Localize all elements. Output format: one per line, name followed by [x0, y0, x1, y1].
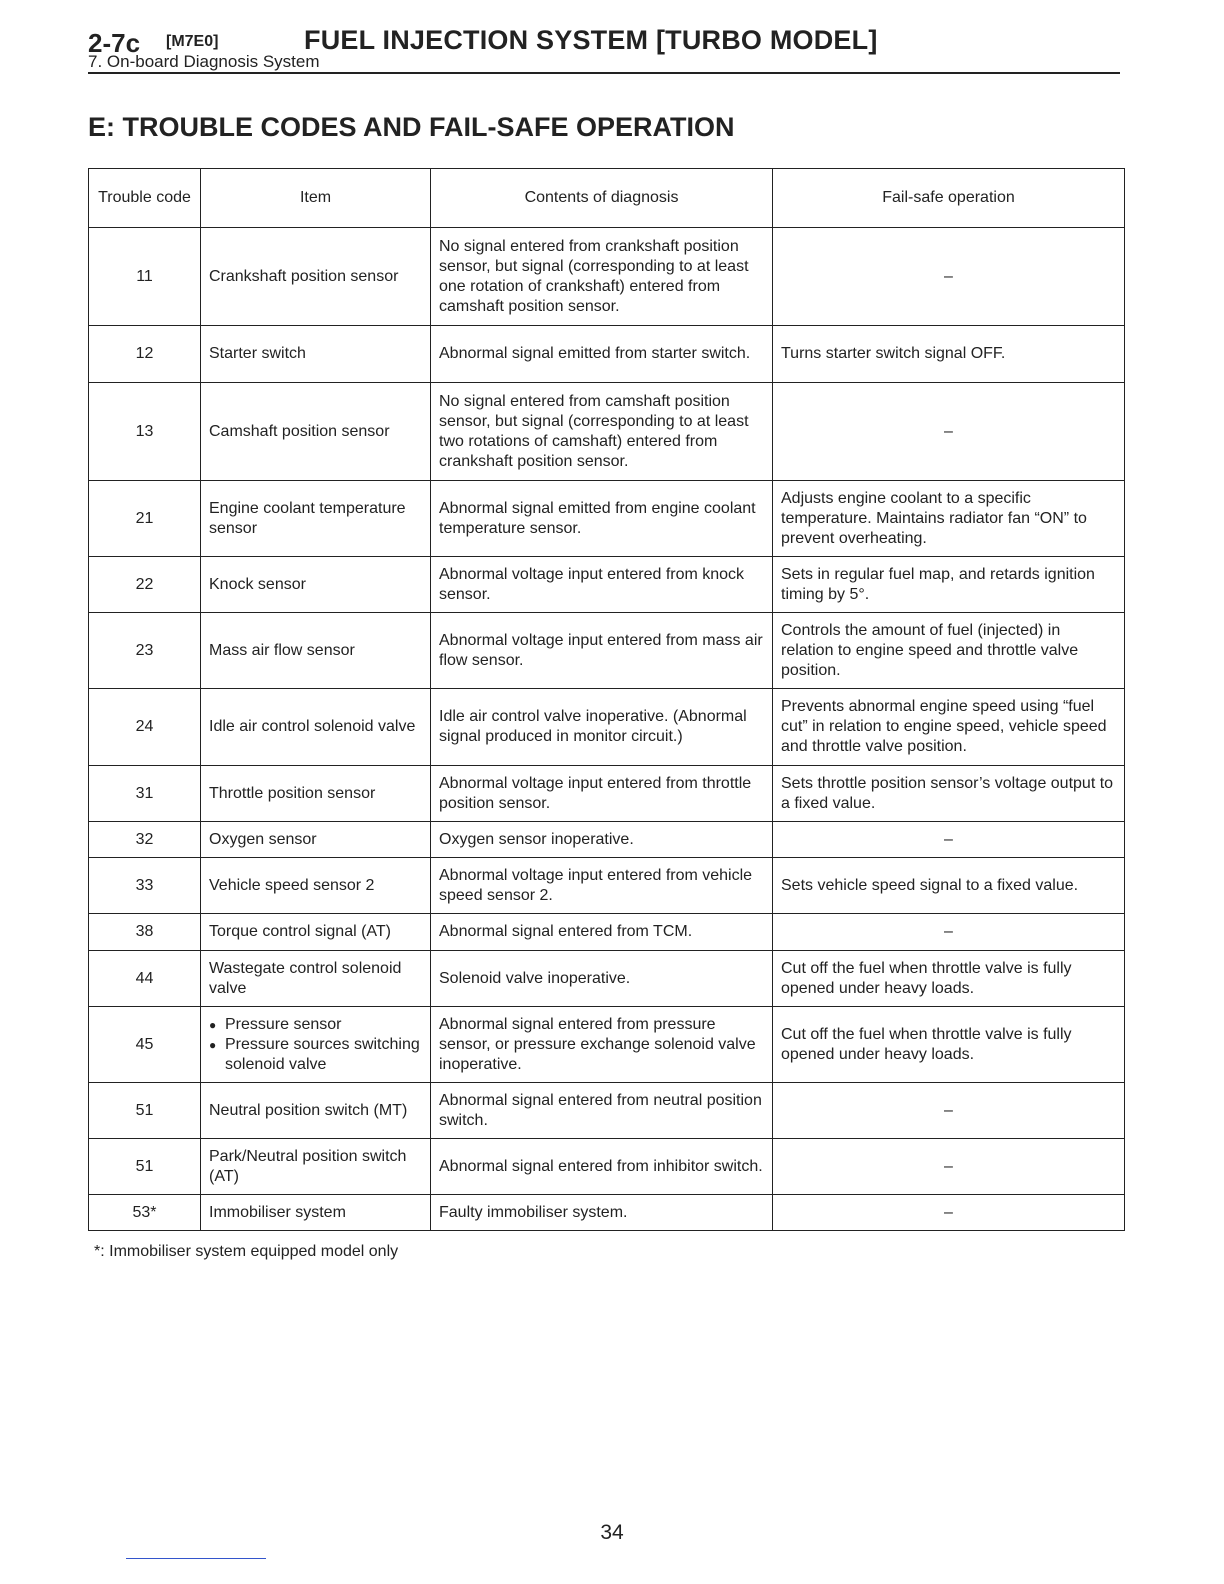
failsafe: – [773, 1083, 1125, 1139]
item: Wastegate control solenoid valve [201, 951, 431, 1007]
diagnosis: Abnormal signal entered from pressure sensor, or pressure exchange solenoid valve inoperative. [431, 1007, 773, 1083]
diagnosis: Faulty immobiliser system. [431, 1195, 773, 1231]
failsafe: Cut off the fuel when throttle valve is fully opened under heavy loads. [773, 1007, 1125, 1083]
trouble-code: 51 [89, 1139, 201, 1195]
col-header-item: Item [201, 169, 431, 228]
item-bullet: ● Pressure sensor [225, 1015, 422, 1035]
page-header [88, 24, 1120, 71]
failsafe: – [773, 383, 1125, 481]
diagnosis: Abnormal signal entered from neutral position switch. [431, 1083, 773, 1139]
table-row [89, 858, 1125, 914]
table-row [89, 383, 1125, 481]
trouble-code: 12 [89, 326, 201, 383]
page-code: 2-7c [88, 28, 141, 58]
item: Torque control signal (AT) [201, 914, 431, 951]
failsafe: – [773, 822, 1125, 858]
item: Engine coolant temperature sensor [201, 481, 431, 557]
diagnosis: Abnormal signal entered from TCM. [431, 914, 773, 951]
failsafe: – [773, 1195, 1125, 1231]
table-row [89, 766, 1125, 822]
table-row [89, 822, 1125, 858]
col-header-code: Trouble code [89, 169, 201, 228]
page-number: 34 [600, 1521, 624, 1544]
trouble-code: 44 [89, 951, 201, 1007]
trouble-code: 24 [89, 689, 201, 766]
failsafe: Adjusts engine coolant to a specific temperature. Maintains radiator fan “ON” to prevent overheating. [773, 481, 1125, 557]
diagnosis: Solenoid valve inoperative. [431, 951, 773, 1007]
table-row [89, 557, 1125, 613]
trouble-code: 51 [89, 1083, 201, 1139]
subsection-title: 7. On-board Diagnosis System [88, 52, 320, 71]
col-header-failsafe: Fail-safe operation [773, 169, 1125, 228]
failsafe: Sets throttle position sensor’s voltage output to a fixed value. [773, 766, 1125, 822]
trouble-code-table [88, 168, 1125, 1231]
table-row [89, 613, 1125, 689]
item: Idle air control solenoid valve [201, 689, 431, 766]
item: Immobiliser system [201, 1195, 431, 1231]
table-row [89, 1195, 1125, 1231]
item: Crankshaft position sensor [201, 228, 431, 326]
table-row [89, 689, 1125, 766]
trouble-code: 11 [89, 228, 201, 326]
item: Throttle position sensor [201, 766, 431, 822]
diagnosis: Oxygen sensor inoperative. [431, 822, 773, 858]
diagnosis: Abnormal signal emitted from starter switch. [431, 326, 773, 383]
failsafe: Turns starter switch signal OFF. [773, 326, 1125, 383]
item: Knock sensor [201, 557, 431, 613]
diagnosis: Abnormal voltage input entered from mass air flow sensor. [431, 613, 773, 689]
trouble-code: 22 [89, 557, 201, 613]
item: Mass air flow sensor [201, 613, 431, 689]
trouble-code: 31 [89, 766, 201, 822]
item: Park/Neutral position switch (AT) [201, 1139, 431, 1195]
table-row [89, 228, 1125, 326]
table-row [89, 1083, 1125, 1139]
item: Vehicle speed sensor 2 [201, 858, 431, 914]
trouble-code: 32 [89, 822, 201, 858]
failsafe: Cut off the fuel when throttle valve is fully opened under heavy loads. [773, 951, 1125, 1007]
diagnosis: No signal entered from crankshaft position sensor, but signal (corresponding to at least one rotation of crankshaft) entered from camshaft position sensor. [431, 228, 773, 326]
item: Camshaft position sensor [201, 383, 431, 481]
trouble-code: 45 [89, 1007, 201, 1083]
trouble-code: 13 [89, 383, 201, 481]
table-header-row [89, 169, 1125, 228]
failsafe: Prevents abnormal engine speed using “fuel cut” in relation to engine speed, vehicle speed and throttle valve position. [773, 689, 1125, 766]
col-header-diagnosis: Contents of diagnosis [431, 169, 773, 228]
header-rule [88, 72, 1120, 74]
table-row [89, 481, 1125, 557]
failsafe: – [773, 914, 1125, 951]
diagnosis: Abnormal voltage input entered from throttle position sensor. [431, 766, 773, 822]
bottom-underline [126, 1558, 266, 1559]
trouble-code: 33 [89, 858, 201, 914]
failsafe: – [773, 228, 1125, 326]
item: Neutral position switch (MT) [201, 1083, 431, 1139]
table-row [89, 326, 1125, 383]
table-row [89, 1007, 1125, 1083]
failsafe: Controls the amount of fuel (injected) in relation to engine speed and throttle valve position. [773, 613, 1125, 689]
failsafe: Sets vehicle speed signal to a fixed value. [773, 858, 1125, 914]
model-code: [M7E0] [166, 33, 219, 50]
diagnosis: Abnormal voltage input entered from vehicle speed sensor 2. [431, 858, 773, 914]
system-title: FUEL INJECTION SYSTEM [TURBO MODEL] [304, 25, 878, 55]
trouble-code: 53* [89, 1195, 201, 1231]
trouble-code: 38 [89, 914, 201, 951]
failsafe: Sets in regular fuel map, and retards ignition timing by 5°. [773, 557, 1125, 613]
diagnosis: Idle air control valve inoperative. (Abnormal signal produced in monitor circuit.) [431, 689, 773, 766]
diagnosis: Abnormal signal emitted from engine coolant temperature sensor. [431, 481, 773, 557]
table-row [89, 914, 1125, 951]
table-row [89, 951, 1125, 1007]
table-row [89, 1139, 1125, 1195]
section-title: E: TROUBLE CODES AND FAIL-SAFE OPERATION [88, 112, 735, 142]
item: Starter switch [201, 326, 431, 383]
item: Oxygen sensor [201, 822, 431, 858]
item-bullet: ● Pressure sources switching solenoid valve [225, 1035, 422, 1075]
diagnosis: Abnormal voltage input entered from knock sensor. [431, 557, 773, 613]
diagnosis: No signal entered from camshaft position sensor, but signal (corresponding to at least two rotations of camshaft) entered from crankshaft position sensor. [431, 383, 773, 481]
item-bullet-list [209, 1015, 422, 1075]
trouble-code: 23 [89, 613, 201, 689]
item [201, 1007, 431, 1083]
diagnosis: Abnormal signal entered from inhibitor switch. [431, 1139, 773, 1195]
footnote: *: Immobiliser system equipped model only [94, 1243, 399, 1260]
failsafe: – [773, 1139, 1125, 1195]
trouble-code: 21 [89, 481, 201, 557]
